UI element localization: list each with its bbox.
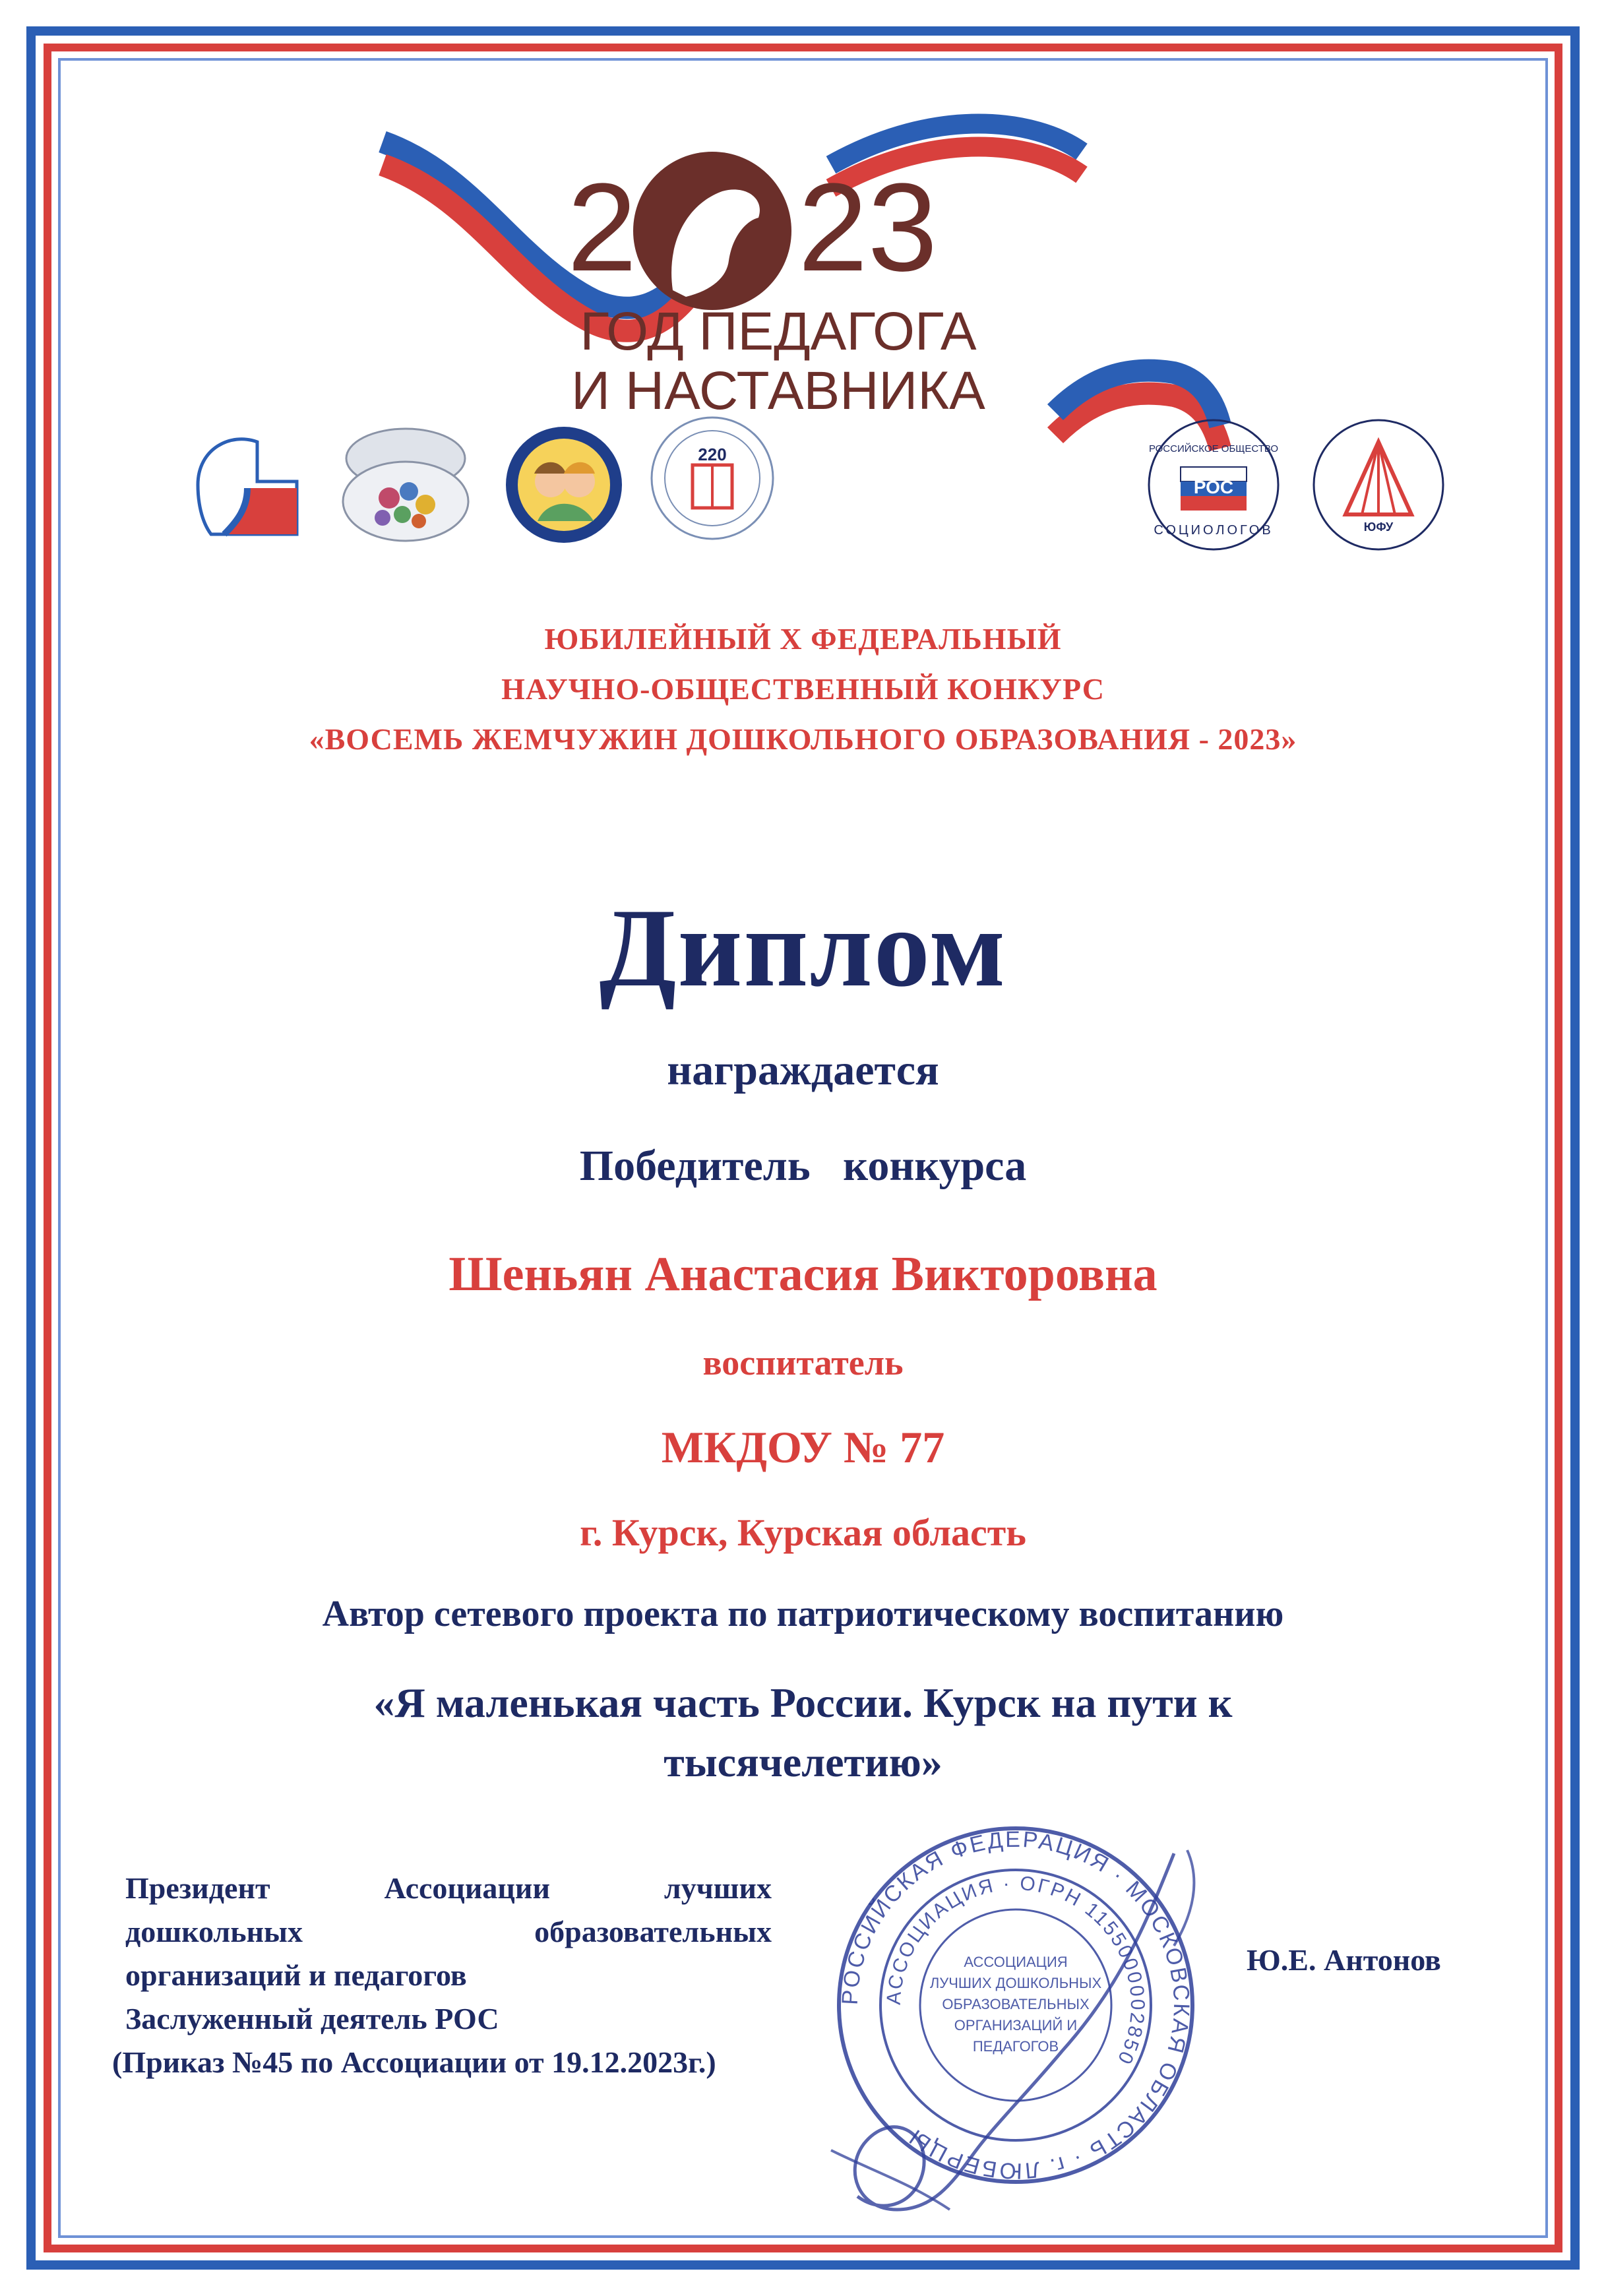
project-title-line2: тысячелетию» (664, 1739, 942, 1785)
order-reference: (Приказ №45 по Ассоциации от 19.12.2023г.) (112, 2045, 716, 2079)
contest-heading-line1: ЮБИЛЕЙНЫЙ X ФЕДЕРАЛЬНЫЙ (544, 622, 1062, 656)
recipient-position: воспитатель (702, 1343, 904, 1382)
book-220-logo (646, 409, 778, 547)
signatory-line4: Заслуженный деятель РОС (125, 2002, 499, 2035)
stylized-flag-logo (185, 422, 310, 547)
ros-logo-ring-bottom: СОЦИОЛОГОВ (1154, 523, 1274, 538)
ros-logo-ring-top: РОССИЙСКОЕ ОБЩЕСТВО (1148, 443, 1279, 454)
stamp-inner-text: АССОЦИАЦИЯ · ОГРН 1155000002850 (882, 1872, 1149, 2069)
ros-sociologists-logo (1141, 416, 1286, 554)
emblem-caption-line2: И НАСТАВНИКА (571, 361, 985, 421)
stamp-center-line2: ЛУЧШИХ ДОШКОЛЬНЫХ (929, 1975, 1102, 1991)
project-intro: Автор сетевого проекта по патриотическому воспитанию (322, 1594, 1284, 1634)
year-left-digit: 2 (567, 158, 637, 297)
stamp-center-line1: АССОЦИАЦИЯ (964, 1954, 1068, 1970)
signatory-line2: дошкольных образовательных (125, 1915, 772, 1948)
emblem-caption-line1: ГОД ПЕДАГОГА (580, 301, 977, 361)
yufu-logo-text: ЮФУ (1363, 520, 1394, 534)
stamp-center-line3: ОБРАЗОВАТЕЛЬНЫХ (942, 1996, 1090, 2012)
stamp-center-line5: ПЕДАГОГОВ (972, 2038, 1059, 2055)
ros-logo-text: РОС (1193, 477, 1234, 497)
book-logo-number: 220 (698, 445, 727, 464)
status-text: Победитель конкурса (579, 1142, 1027, 1190)
awarded-text: награждается (667, 1046, 939, 1094)
partner-logos (185, 396, 1438, 567)
yufu-logo (1306, 416, 1451, 554)
year-right-digits: 23 (798, 158, 938, 297)
contest-heading-line2: НАУЧНО-ОБЩЕСТВЕННЫЙ КОНКУРС (501, 672, 1105, 706)
diploma-title: Диплом (599, 886, 1007, 1010)
signer-name: Ю.Е. Антонов (1247, 1943, 1441, 1977)
signatory-line1: Президент Ассоциации лучших (125, 1871, 772, 1905)
signatory-block (112, 1867, 785, 2084)
handwritten-signature (778, 1840, 1253, 2229)
project-title-line1: «Я маленькая часть России. Курск на пути к (373, 1679, 1233, 1726)
recipient-organization: МКДОУ № 77 (661, 1422, 945, 1472)
children-round-logo (501, 422, 627, 547)
contest-heading-line3: «ВОСЕМЬ ЖЕМЧУЖИН ДОШКОЛЬНОГО ОБРАЗОВАНИЯ - 2023» (309, 722, 1297, 756)
recipient-name: Шеньян Анастасия Викторовна (448, 1247, 1158, 1301)
pearl-shell-logo (336, 422, 475, 547)
signatory-line3: организаций и педагогов (125, 1958, 467, 1992)
stamp-center-line4: ОРГАНИЗАЦИЙ И (954, 2017, 1078, 2033)
stamp-outer-text: РОССИЙСКАЯ ФЕДЕРАЦИЯ · МОСКОВСКАЯ ОБЛАСТЬ · г. ЛЮБЕРЦЫ (837, 1826, 1194, 2184)
recipient-location: г. Курск, Курская область (580, 1511, 1026, 1554)
